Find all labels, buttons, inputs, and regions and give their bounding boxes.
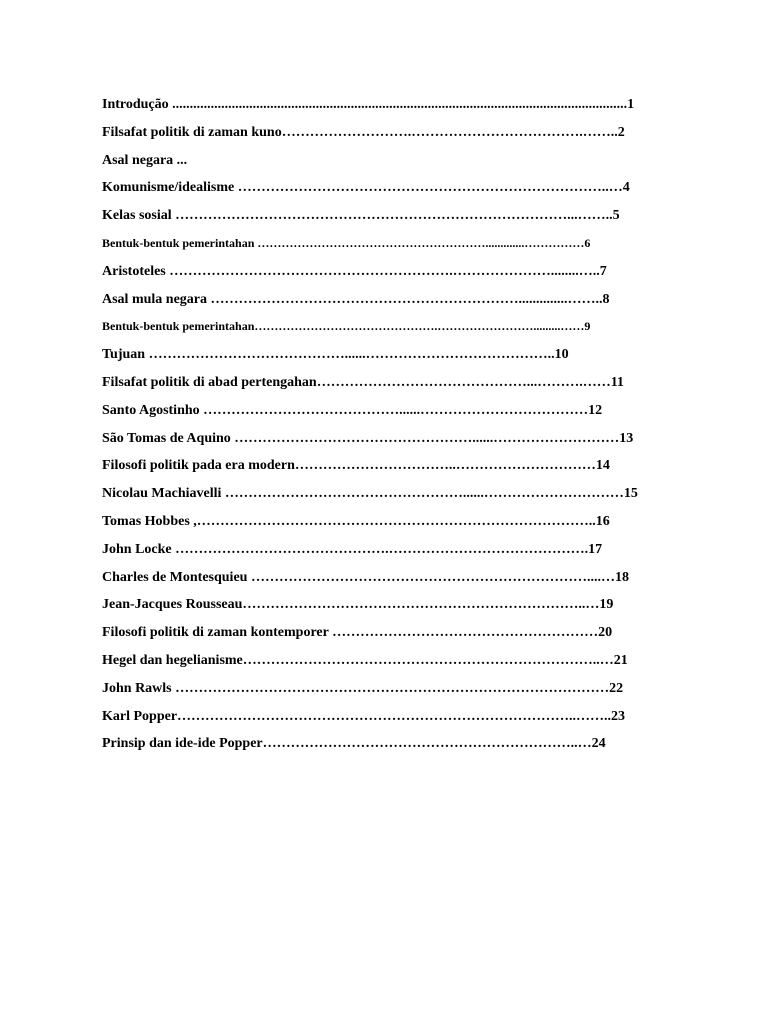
- toc-entry: Hegel dan hegelianisme…………………………………………………………………..…21: [102, 652, 628, 668]
- toc-entry: Aristoteles …………………………………………………….…………………........…..7: [102, 263, 607, 279]
- toc-entry: Kelas sosial …………………………………………………………………………...……..5: [102, 208, 620, 224]
- toc-entry: Introdução ..................................................................................................................................1: [102, 97, 635, 112]
- toc-entry: Charles de Montesquieu ………………………………………………………………....…18: [102, 569, 629, 585]
- toc-entry: Karl Popper…………………………………………………………………………..……..23: [102, 708, 626, 724]
- toc-entry: Tomas Hobbes ,…………………………………………………………………………..16: [102, 513, 610, 529]
- toc-entry: Jean-Jacques Rousseau………………………………………………………………..…19: [102, 597, 614, 613]
- table-of-contents: [102, 91, 732, 758]
- toc-entry: John Rawls …………………………………………………………………………………22: [102, 680, 624, 696]
- toc-entry: Tujuan ……………………………………......…………………………………..10: [102, 347, 569, 363]
- toc-entry: Asal negara ...: [102, 152, 188, 168]
- toc-entry: Bentuk-bentuk pemerintahan ………………………………………………….............……………6: [102, 235, 591, 250]
- toc-entry: Asal mula negara …………………………………………………………..............……..8: [102, 291, 610, 307]
- toc-entry: Filosofi politik di zaman kontemporer …………………………………………………20: [102, 625, 613, 641]
- toc-entry: Prinsip dan ide-ide Popper…………………………………………………………..…24: [102, 736, 606, 752]
- toc-entry: Bentuk-bentuk pemerintahan……………………………………….…………………….........……9: [102, 319, 591, 334]
- toc-entry: Filsafat politik di abad pertengahan………………………………………...……….……11: [102, 374, 624, 390]
- toc-entry: Filsafat politik di zaman kuno……………………….……………………………….……..2: [102, 124, 625, 140]
- toc-entry: São Tomas de Aquino ……………………………………………......………………………13: [102, 430, 634, 446]
- toc-entry: John Locke ……………………………………….…………………………………….17: [102, 541, 603, 557]
- toc-entry: Komunisme/idealisme ……………………………………………………………………..…4: [102, 180, 630, 196]
- toc-entry: Filosofi politik pada era modern……………………………..…………………………14: [102, 458, 610, 474]
- toc-entry: Nicolau Machiavelli ……………………………………………......…………………………15: [102, 486, 638, 502]
- toc-entry: Santo Agostinho ……………………………………......………………………………12: [102, 402, 603, 418]
